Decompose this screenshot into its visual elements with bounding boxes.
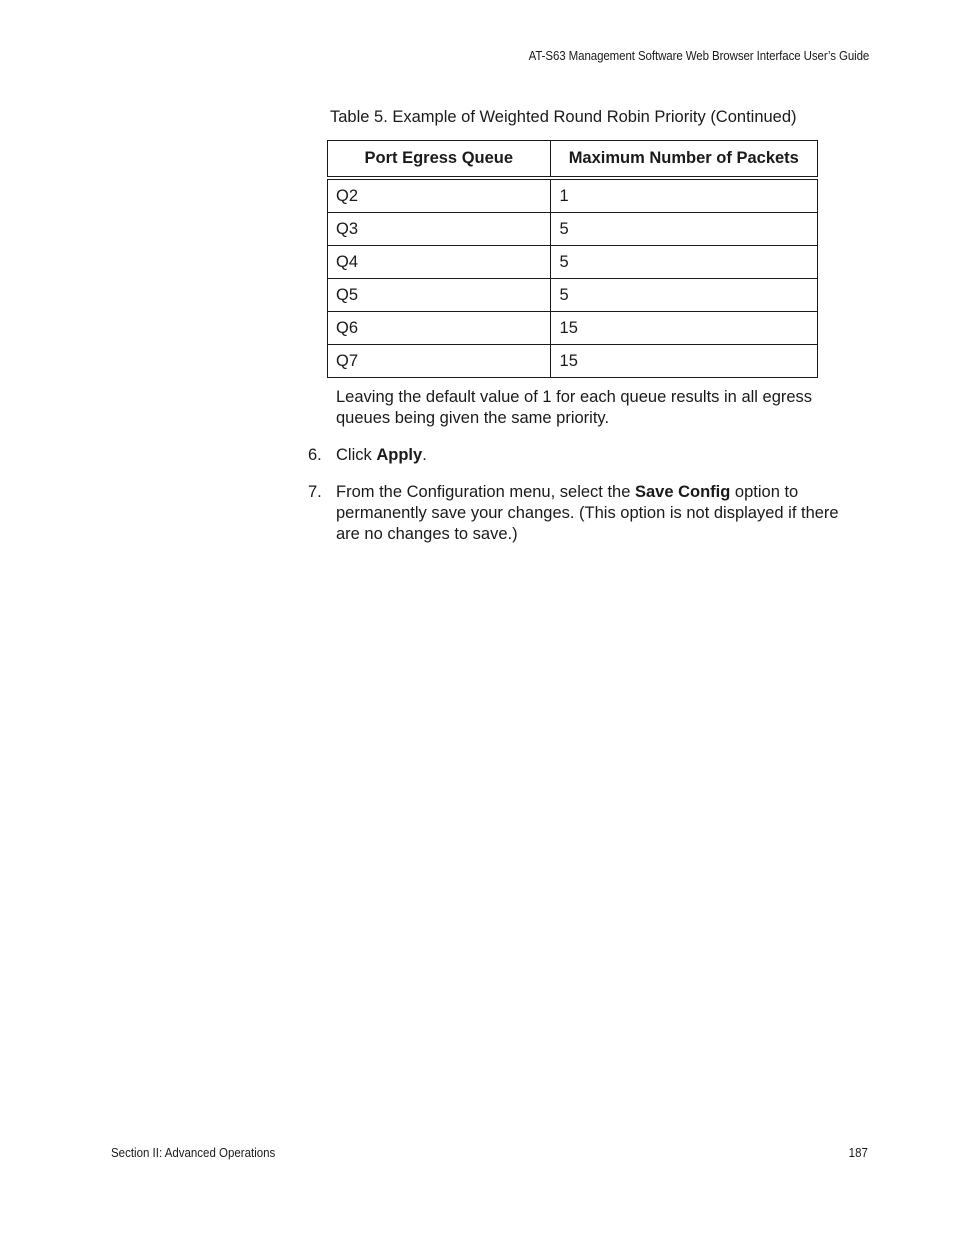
column-header-port-egress-queue: Port Egress Queue [328, 141, 551, 179]
queue-cell: Q5 [328, 279, 551, 312]
table-row [328, 178, 818, 213]
queue-cell: Q4 [328, 246, 551, 279]
default-value-note: Leaving the default value of 1 for each queue results in all egress queues being given the same priority. [336, 388, 813, 427]
table-header-row [328, 141, 818, 179]
weighted-round-robin-table [327, 140, 818, 378]
packets-cell: 15 [550, 312, 817, 345]
page-number: 187 [848, 1146, 868, 1160]
queue-cell: Q3 [328, 213, 551, 246]
step-text-post: . [422, 446, 427, 464]
step-number: 6. [308, 446, 322, 464]
step-number: 7. [308, 483, 322, 501]
queue-cell: Q7 [328, 345, 551, 378]
packets-cell: 5 [550, 213, 817, 246]
table-row [328, 279, 818, 312]
step-text [336, 445, 866, 466]
table-caption: Table 5. Example of Weighted Round Robin Priority (Continued) [330, 108, 797, 126]
packets-cell: 5 [550, 279, 817, 312]
step-text-pre: From the Configuration menu, select the [336, 483, 635, 501]
step-text-post: option to permanently save your changes. (This option is not displayed if there are no changes to save.) [336, 483, 839, 543]
apply-label: Apply [376, 446, 423, 464]
running-header: AT-S63 Management Software Web Browser Interface User’s Guide [528, 49, 869, 63]
table-row [328, 345, 818, 378]
packets-cell: 15 [550, 345, 817, 378]
step-text [336, 482, 866, 545]
packets-cell: 1 [550, 178, 817, 213]
queue-cell: Q6 [328, 312, 551, 345]
step-text-pre: Click [336, 446, 377, 464]
column-header-maximum-number-of-packets: Maximum Number of Packets [550, 141, 817, 179]
table-row [328, 312, 818, 345]
queue-cell: Q2 [328, 178, 551, 213]
save-config-label: Save Config [634, 483, 731, 501]
table-row [328, 246, 818, 279]
table-row [328, 213, 818, 246]
footer-section-title: Section II: Advanced Operations [111, 1146, 276, 1160]
packets-cell: 5 [550, 246, 817, 279]
